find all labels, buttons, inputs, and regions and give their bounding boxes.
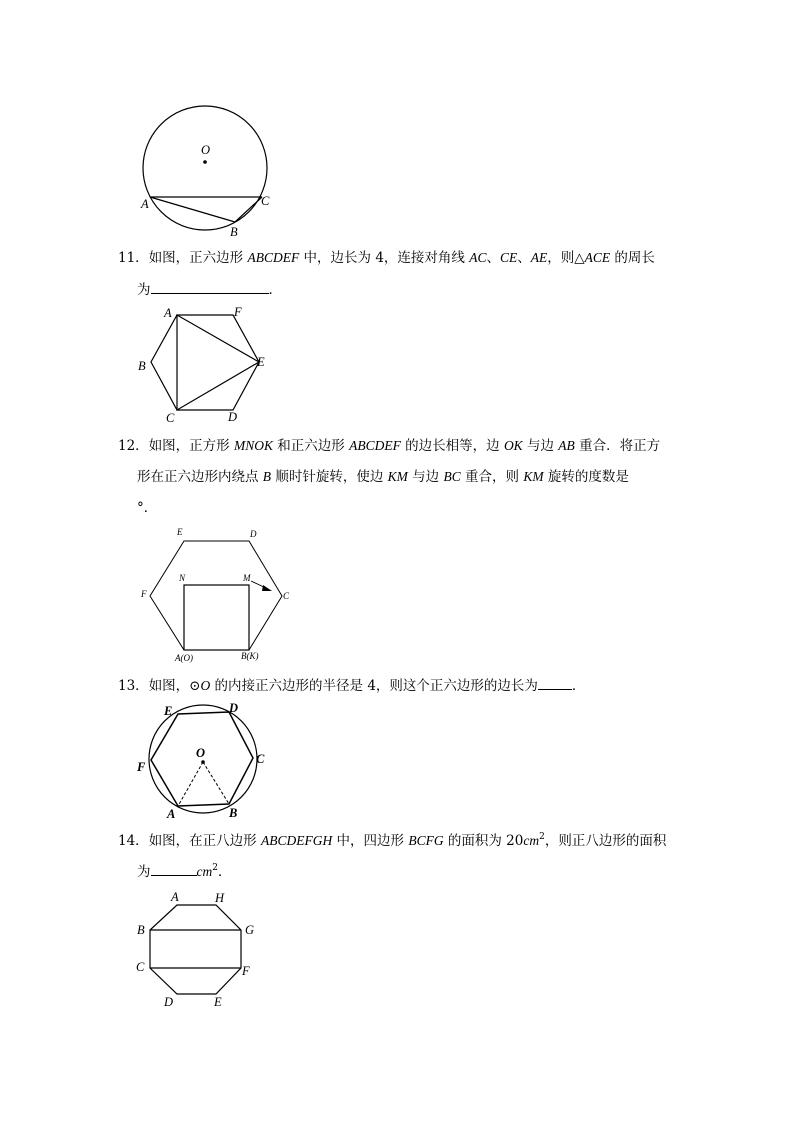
- label-f: F: [137, 760, 146, 774]
- q11-line1: 11．如图，正六边形 ABCDEF 中，边长为 4，连接对角线 AC、CE、AE，则△ACE 的周长: [118, 250, 655, 266]
- label-g: G: [245, 923, 255, 937]
- label-b: B: [229, 806, 238, 820]
- q14-line1: 14．如图，在正八边形 ABCDEFGH 中，四边形 BCFG 的面积为 $20cm^2$，则正八边形的面积: [118, 832, 667, 849]
- label-h: H: [215, 891, 225, 905]
- label-e: E: [177, 527, 183, 537]
- label-c: C: [283, 591, 290, 601]
- label-d: D: [164, 995, 174, 1009]
- label-f: F: [141, 589, 147, 599]
- label-c: C: [166, 411, 175, 425]
- q12-line2: 形在正六边形内绕点 B 顺时针旋转，使边 KM 与边 BC 重合，则 KM 旋转的度数是: [137, 469, 629, 485]
- label-a: A: [141, 197, 149, 211]
- label-a: A: [164, 306, 172, 320]
- label-b: B: [138, 359, 146, 373]
- label-c: C: [136, 960, 145, 974]
- label-e: E: [214, 995, 222, 1009]
- label-c: C: [256, 752, 265, 766]
- label-b: B: [137, 923, 145, 937]
- q12-line1: 12．如图，正方形 MNOK 和正六边形 ABCDEF 的边长相等，边 OK 与边 AB 重合．将正方: [118, 438, 661, 454]
- octagon-abcdefgh: [150, 905, 241, 994]
- label-f: F: [234, 305, 242, 319]
- q12-line3: °．: [137, 500, 158, 516]
- label-d: D: [228, 410, 238, 424]
- q11-line2: 为 ．: [137, 282, 282, 298]
- label-b: B: [230, 225, 238, 239]
- label-a: A: [171, 890, 179, 904]
- label-c: C: [261, 194, 270, 208]
- label-d: D: [250, 529, 257, 539]
- label-d: D: [229, 701, 239, 715]
- label-b-k: B(K): [241, 651, 259, 661]
- label-a-o: A(O): [175, 653, 193, 663]
- label-e: E: [257, 355, 265, 369]
- q14-line2: 为 $cm^2$．: [137, 863, 232, 880]
- label-f: F: [242, 964, 250, 978]
- label-m: M: [243, 573, 251, 583]
- label-a: A: [167, 807, 176, 821]
- label-o: O: [201, 143, 211, 157]
- q13-line1: 13．如图，⊙O 的内接正六边形的半径是 4，则这个正六边形的边长为 ．: [118, 678, 586, 694]
- label-o: O: [196, 746, 206, 760]
- label-e: E: [164, 704, 173, 718]
- label-n: N: [179, 573, 186, 583]
